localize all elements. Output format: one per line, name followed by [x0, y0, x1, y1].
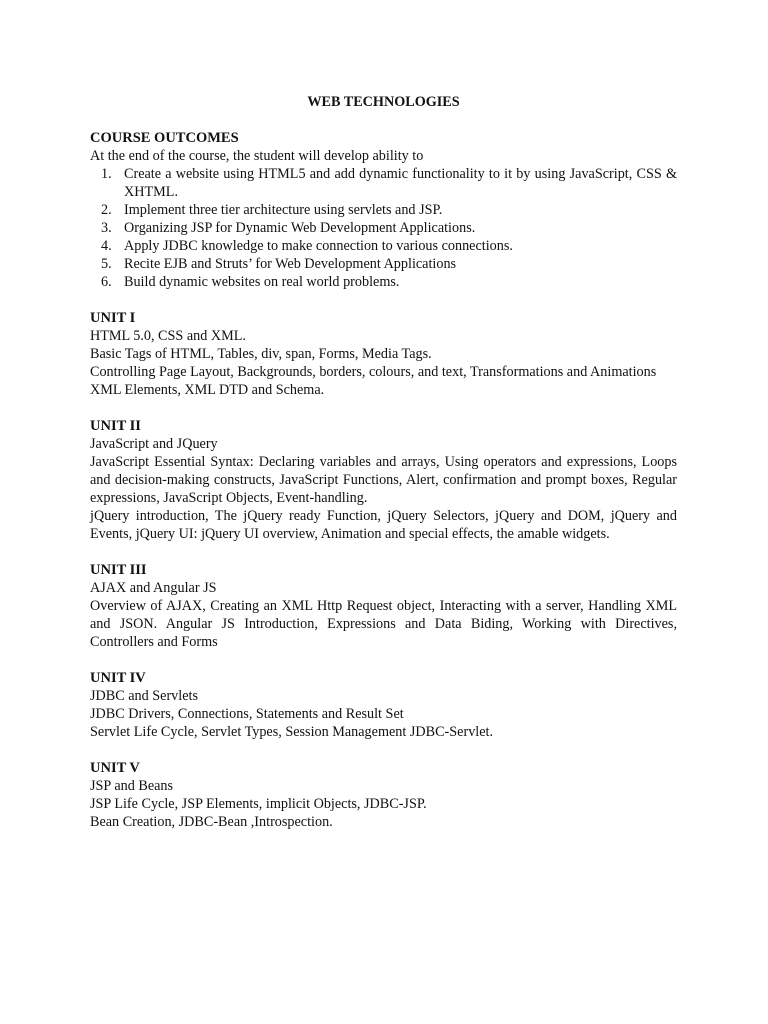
- unit-heading: UNIT IV: [90, 670, 146, 686]
- outcome-text: Apply JDBC knowledge to make connection to various connections.: [124, 238, 513, 254]
- unit-line: JDBC and Servlets: [90, 688, 198, 704]
- unit-line: Overview of AJAX, Creating an XML Http Request object, Interacting with a server, Handling XML and JSON. Angular JS Introduction, Expressions and Data Biding, Working with Directives, Controllers and Forms: [90, 598, 677, 650]
- spacer: [90, 399, 677, 417]
- unit-1-section: [90, 309, 677, 399]
- unit-line: JSP and Beans: [90, 778, 174, 794]
- unit-line: Bean Creation, JDBC-Bean ,Introspection.: [90, 814, 333, 830]
- unit-line: AJAX and Angular JS: [90, 580, 217, 596]
- outcome-text: Organizing JSP for Dynamic Web Development Applications.: [124, 220, 476, 236]
- spacer: [90, 651, 677, 669]
- spacer: [90, 543, 677, 561]
- unit-line: HTML 5.0, CSS and XML.: [90, 328, 246, 344]
- outcome-number: 2.: [101, 202, 112, 218]
- outcome-text: Create a website using HTML5 and add dynamic functionality to it by using JavaScript, CSS & XHTML.: [124, 166, 677, 200]
- unit-2-section: [90, 417, 677, 543]
- outcome-item: [90, 165, 677, 201]
- unit-5-section: [90, 759, 677, 831]
- unit-heading: UNIT I: [90, 310, 136, 326]
- unit-line: JDBC Drivers, Connections, Statements and Result Set: [90, 706, 404, 722]
- spacer: [90, 741, 677, 759]
- outcome-text: Build dynamic websites on real world problems.: [124, 274, 400, 290]
- outcome-number: 4.: [101, 238, 112, 254]
- unit-heading: UNIT II: [90, 418, 141, 434]
- unit-line: JSP Life Cycle, JSP Elements, implicit Objects, JDBC-JSP.: [90, 796, 427, 812]
- course-outcomes-heading: COURSE OUTCOMES: [90, 130, 239, 146]
- unit-line: JavaScript and JQuery: [90, 436, 218, 452]
- document-title: WEB TECHNOLOGIES: [307, 94, 460, 110]
- unit-line: Servlet Life Cycle, Servlet Types, Session Management JDBC-Servlet.: [90, 724, 494, 740]
- outcome-item: [90, 219, 677, 237]
- outcome-number: 5.: [101, 256, 112, 272]
- outcome-number: 1.: [101, 166, 112, 182]
- course-outcomes-list: [90, 165, 677, 291]
- outcome-item: [90, 201, 677, 219]
- outcome-text: Recite EJB and Struts’ for Web Development Applications: [124, 256, 457, 272]
- unit-3-section: [90, 561, 677, 651]
- document-page: [90, 93, 677, 831]
- unit-heading: UNIT V: [90, 760, 140, 776]
- unit-line: JavaScript Essential Syntax: Declaring variables and arrays, Using operators and expressions, Loops and decision-making constructs, JavaScript Functions, Alert, confirmation and prompt boxes, Regular expressions, JavaScript Objects, Event-handling.: [90, 454, 677, 506]
- outcome-number: 3.: [101, 220, 112, 236]
- outcome-text: Implement three tier architecture using servlets and JSP.: [124, 202, 443, 218]
- outcome-item: [90, 273, 677, 291]
- outcome-item: [90, 237, 677, 255]
- unit-4-section: [90, 669, 677, 741]
- spacer: [90, 291, 677, 309]
- outcome-number: 6.: [101, 274, 112, 290]
- course-outcomes-intro: At the end of the course, the student will develop ability to: [90, 148, 424, 164]
- unit-line: Basic Tags of HTML, Tables, div, span, Forms, Media Tags.: [90, 346, 432, 362]
- unit-heading: UNIT III: [90, 562, 147, 578]
- unit-line: Controlling Page Layout, Backgrounds, borders, colours, and text, Transformations and Animations: [90, 364, 657, 380]
- outcome-item: [90, 255, 677, 273]
- unit-line: jQuery introduction, The jQuery ready Function, jQuery Selectors, jQuery and DOM, jQuery and Events, jQuery UI: jQuery UI overview, Animation and special effects, the amable widgets.: [90, 508, 677, 542]
- unit-line: XML Elements, XML DTD and Schema.: [90, 382, 325, 398]
